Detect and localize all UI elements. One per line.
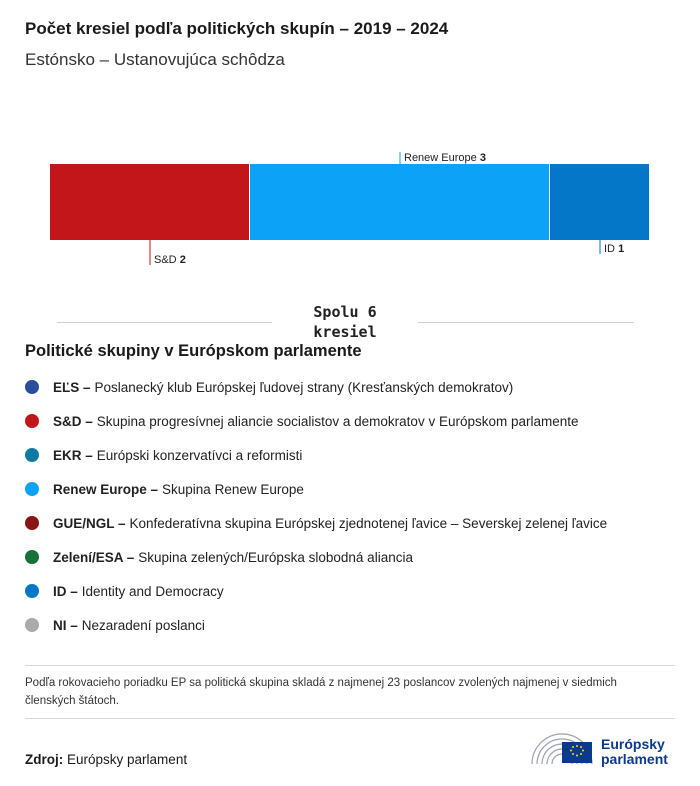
total-label xyxy=(272,302,418,342)
legend-item xyxy=(25,370,685,404)
total-label-line1: Spolu 6 xyxy=(313,303,377,321)
legend-desc: Skupina Renew Europe xyxy=(162,481,304,497)
legend-item xyxy=(25,438,685,472)
legend-swatch xyxy=(25,448,39,462)
legend-swatch xyxy=(25,618,39,632)
total-divider-right xyxy=(418,322,634,323)
divider-bottom xyxy=(25,718,675,719)
bar-label-value: 1 xyxy=(618,243,625,255)
bar-segment xyxy=(550,164,649,240)
legend-swatch xyxy=(25,550,39,564)
bar-label-value: 2 xyxy=(179,254,186,266)
legend xyxy=(25,370,685,642)
legend-desc: Poslanecký klub Európskej ľudovej strany (Kresťanských demokratov) xyxy=(94,379,514,395)
legend-desc: Skupina progresívnej aliancie socialistov a demokratov v Európskom parlamente xyxy=(96,413,579,429)
legend-desc: Európski konzervatívci a reformisti xyxy=(96,447,303,463)
bar-segment xyxy=(50,164,249,240)
legend-item xyxy=(25,472,685,506)
footnote: Podľa rokovacieho poriadku EP sa politická skupina skladá z najmenej 23 poslancov zvolených najmenej v siedmich členských štátoch. xyxy=(25,677,617,707)
bar-segment xyxy=(250,164,549,240)
chart-subtitle: Estónsko – Ustanovujúca schôdza xyxy=(25,50,285,69)
legend-desc: Skupina zelených/Európska slobodná aliancia xyxy=(138,549,413,565)
legend-item xyxy=(25,540,685,574)
legend-desc: Nezaradení poslanci xyxy=(81,617,205,633)
legend-item xyxy=(25,506,685,540)
bar-label-category: S&D xyxy=(154,254,180,266)
legend-item xyxy=(25,404,685,438)
total-label-line2: kresiel xyxy=(313,323,377,341)
legend-swatch xyxy=(25,584,39,598)
source xyxy=(25,752,187,767)
legend-swatch xyxy=(25,516,39,530)
legend-desc: Konfederatívna skupina Európskej zjednotenej ľavice – Severskej zelenej ľavice xyxy=(129,515,608,531)
divider-top xyxy=(25,665,675,666)
legend-abbr: ID – xyxy=(53,583,78,599)
total-seats xyxy=(0,300,700,344)
bar-label xyxy=(404,152,486,164)
legend-abbr: Renew Europe – xyxy=(53,481,159,497)
source-label: Zdroj: xyxy=(25,752,64,767)
bar-label-value: 3 xyxy=(479,152,486,164)
legend-abbr: GUE/NGL – xyxy=(53,515,126,531)
total-divider-left xyxy=(57,322,272,323)
legend-item xyxy=(25,574,685,608)
bar-label xyxy=(604,243,624,255)
logo-line2: parlament xyxy=(601,751,668,767)
legend-swatch xyxy=(25,414,39,428)
legend-desc: Identity and Democracy xyxy=(81,583,224,599)
legend-title: Politické skupiny v Európskom parlamente xyxy=(25,342,362,360)
bar-label-category: ID xyxy=(604,243,619,255)
chart-title: Počet kresiel podľa politických skupín – 2019 – 2024 xyxy=(25,19,449,38)
legend-abbr: NI – xyxy=(53,617,78,633)
legend-swatch xyxy=(25,482,39,496)
logo-line1: Európsky xyxy=(601,736,665,752)
stacked-bar-chart xyxy=(0,140,700,280)
legend-item xyxy=(25,608,685,642)
logo-text xyxy=(601,737,668,767)
source-value: Európsky parlament xyxy=(67,752,188,767)
bar-label xyxy=(154,254,186,266)
legend-abbr: S&D – xyxy=(53,413,93,429)
legend-abbr: EKR – xyxy=(53,447,93,463)
legend-abbr: EĽS – xyxy=(53,379,91,395)
legend-swatch xyxy=(25,380,39,394)
bar-label-category: Renew Europe xyxy=(404,152,480,164)
legend-abbr: Zelení/ESA – xyxy=(53,549,135,565)
